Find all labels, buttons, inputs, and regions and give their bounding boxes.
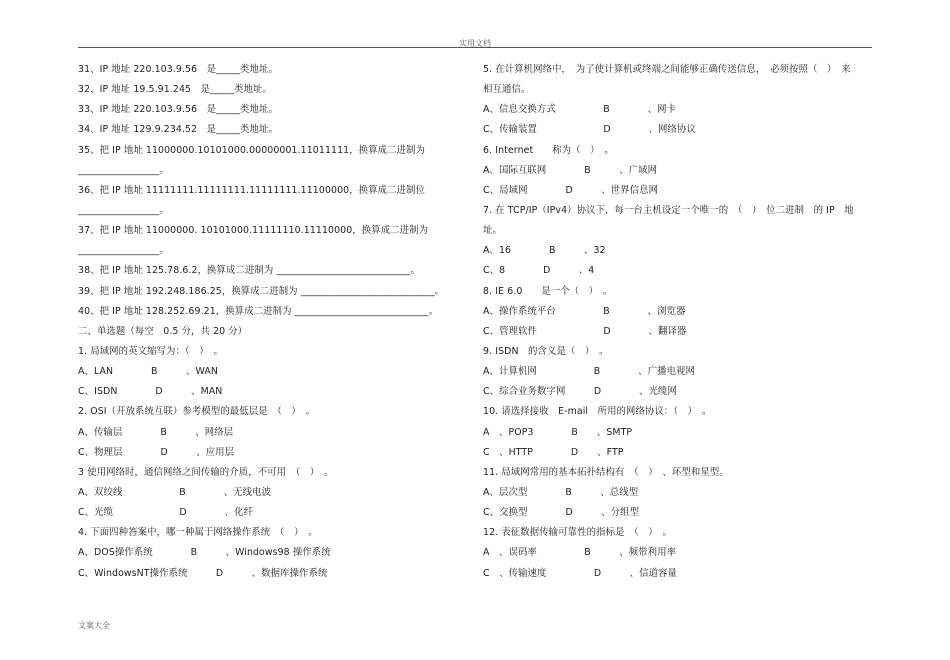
left-column-line: A、双绞线 B 、无线电波 bbox=[78, 486, 272, 498]
right-column-line: 12. 表征数据传输可靠性的指标是 （ ） 。 bbox=[483, 527, 672, 539]
left-column-line: 3 使用网络时，通信网络之间传输的介质，不可用 （ ） 。 bbox=[78, 466, 334, 478]
right-column-line: C 、HTTP D 、FTP bbox=[483, 446, 624, 458]
right-column-line: A 、POP3 B 、SMTP bbox=[483, 426, 633, 438]
left-column-line: _________________。 bbox=[78, 164, 169, 176]
right-column-line: A、计算机网 B 、广播电视网 bbox=[483, 366, 696, 378]
left-column-line: _________________。 bbox=[78, 204, 169, 216]
left-column-line: 34、IP 地址 129.9.234.52 是_____类地址。 bbox=[78, 124, 278, 136]
right-column-line: A、操作系统平台 B 、浏览器 bbox=[483, 305, 686, 317]
left-column-line: 37、把 IP 地址 11000000. 10101000.11111110.11110000，换算成二进制为 bbox=[78, 225, 429, 237]
left-column-line: A、传输层 B 、网络层 bbox=[78, 426, 234, 438]
right-column-line: C、8 D 、4 bbox=[483, 265, 595, 277]
right-column-line: 7. 在 TCP/IP（IPv4）协议下，每一台主机设定一个唯一的 （ ） 位二进制 的 IP 地 bbox=[483, 204, 854, 216]
left-column-line: 1. 局域网的英文缩写为：（ ） 。 bbox=[78, 345, 223, 357]
left-column-line: A、DOS操作系统 B 、Windows98 操作系统 bbox=[78, 547, 331, 559]
left-column-line: 二、单选题（每空 0.5 分，共 20 分） bbox=[78, 325, 248, 337]
right-column-line: A、国际互联网 B 、广域网 bbox=[483, 164, 658, 176]
left-column-line: _________________。 bbox=[78, 245, 169, 257]
right-column-line: C、综合业务数字网 D 、光缆网 bbox=[483, 386, 677, 398]
right-column-line: 10. 请选择接收 E-mail 所用的网络协议：（ ） 。 bbox=[483, 406, 712, 418]
left-column-line: C、ISDN D 、MAN bbox=[78, 386, 223, 398]
right-column-line: 相互通信。 bbox=[483, 84, 531, 96]
right-column-line: 址。 bbox=[483, 225, 502, 237]
left-column-line: 31、IP 地址 220.103.9.56 是_____类地址。 bbox=[78, 64, 278, 75]
right-column bbox=[483, 60, 875, 584]
right-column-line: C 、传输速度 D 、信道容量 bbox=[483, 567, 677, 579]
left-column-line: A、LAN B 、WAN bbox=[78, 366, 218, 378]
right-column-line: C、传输装置 D 、网络协议 bbox=[483, 124, 696, 136]
right-column-line: 11. 局域网常用的基本拓扑结构有 （ ） 、环型和星型。 bbox=[483, 466, 729, 478]
right-column-line: 6. Internet 称为（ ） 。 bbox=[483, 144, 614, 156]
right-column-line: C、局域网 D 、世界信息网 bbox=[483, 184, 659, 196]
left-column-line: 33、IP 地址 220.103.9.56 是_____类地址。 bbox=[78, 104, 278, 116]
right-column-line: A、信息交换方式 B 、网卡 bbox=[483, 104, 677, 116]
left-column-line: 40、把 IP 地址 128.252.69.21，换算成二进制为 ____________________________。 bbox=[78, 305, 439, 317]
left-column-line: 38、把 IP 地址 125.78.6.2，换算成二进制为 ____________________________。 bbox=[78, 265, 420, 277]
left-column-line: C、光缆 D 、化纤 bbox=[78, 507, 254, 519]
left-column-line: 36、把 IP 地址 11111111.11111111.11111111.11100000，换算成二进制位 bbox=[78, 184, 425, 196]
left-column-line: 4. 下面四种答案中，哪一种属于网络操作系统 （ ） 。 bbox=[78, 527, 318, 539]
right-column-line: C、交换型 D 、分组型 bbox=[483, 507, 640, 519]
right-column-line: 9. ISDN 的含义是（ ） 。 bbox=[483, 345, 609, 357]
left-column-line: C、物理层 D 、应用层 bbox=[78, 446, 235, 458]
left-column-line: 2. OSI（开放系统互联）参考模型的最低层是 （ ） 。 bbox=[78, 406, 316, 418]
right-column-line: 5. 在计算机网络中， 为了使计算机或终端之间能够正确传送信息， 必须按照（ ） 来 bbox=[483, 64, 851, 75]
right-column-line: C、管理软件 D 、翻译器 bbox=[483, 325, 687, 337]
right-column-line: A 、误码率 B 、频带利用率 bbox=[483, 547, 677, 559]
right-column-line: 8. IE 6.0 是一个（ ） 。 bbox=[483, 285, 613, 297]
page-header: 实用文档 bbox=[459, 39, 491, 48]
right-column-line: A、16 B 、32 bbox=[483, 245, 606, 257]
right-column-line: A、层次型 B 、总线型 bbox=[483, 486, 639, 498]
left-column-line: 35、把 IP 地址 11000000.10101000.00000001.11011111，换算成二进制为 bbox=[78, 144, 425, 156]
left-column-line: 32、IP 地址 19.5.91.245 是_____类地址。 bbox=[78, 84, 272, 96]
page-footer: 文案大全 bbox=[78, 621, 110, 630]
left-column-line: 39、把 IP 地址 192.248.186.25，换算成二进制为 ____________________________。 bbox=[78, 285, 445, 297]
left-column-line: C、WindowsNT操作系统 D 、数据库操作系统 bbox=[78, 567, 328, 579]
left-column bbox=[78, 60, 463, 584]
header-rule bbox=[78, 47, 872, 48]
